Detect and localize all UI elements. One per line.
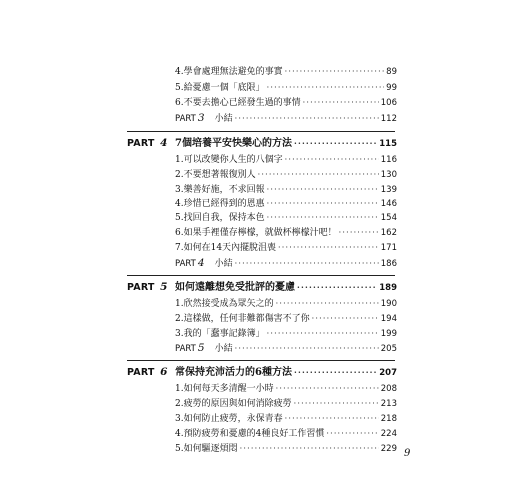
toc-entry-page: 106 [380, 98, 397, 108]
toc-entry-page: 199 [380, 329, 397, 339]
toc-entry [175, 426, 397, 441]
toc-entry-title: 1.如何每天多清醒一小時 [175, 384, 274, 394]
toc-entry-title: 1.欣然接受成為眾矢之的 [175, 299, 274, 309]
toc-entry-page: 139 [380, 185, 397, 195]
toc-entry [175, 152, 397, 167]
toc-entry-title: 6.如果手裡僅存檸檬，就做杯檸檬汁吧！ [175, 228, 337, 238]
toc-entry [175, 311, 397, 326]
part-page: 207 [379, 368, 397, 378]
toc-entry-title: 3.我的「蠢事記錄簿」 [175, 329, 265, 339]
leader-dots [240, 441, 379, 456]
leader-dots [285, 152, 379, 167]
toc-entry-page: 171 [380, 243, 397, 253]
section-divider [127, 275, 395, 276]
part-number: 6 [160, 366, 168, 378]
toc-entry-title: 5.找回自我，保持本色 [175, 213, 265, 223]
toc-entry-page: 229 [380, 444, 397, 454]
leader-dots [235, 341, 379, 356]
summary-label: 小結 [214, 114, 233, 124]
toc-entry [175, 396, 397, 411]
summary-page: 186 [380, 259, 397, 269]
toc-entry [175, 182, 397, 197]
toc-entry-title: 1.可以改變你人生的八個字 [175, 155, 283, 165]
leader-dots [285, 64, 385, 79]
toc-entry-page: 146 [380, 199, 397, 209]
toc-entry [175, 381, 397, 396]
part-number: 5 [160, 281, 168, 293]
leader-dots [303, 95, 379, 110]
toc-entry-title: 5.給憂慮一個「底限」 [175, 83, 265, 93]
leader-dots [294, 365, 377, 380]
part-heading [127, 365, 397, 380]
summary-part-number: 5 [197, 342, 205, 354]
leader-dots [285, 411, 379, 426]
toc-entry [175, 196, 397, 211]
toc-entry [175, 411, 397, 426]
toc-entry-title: 5.如何驅逐煩悶 [175, 444, 238, 454]
toc-entry-title: 2.不要想著報復別人 [175, 170, 256, 180]
toc-entry [175, 95, 397, 110]
leader-dots [258, 167, 379, 182]
toc-entry [175, 167, 397, 182]
leader-dots [276, 381, 379, 396]
toc-entry [175, 225, 397, 240]
summary-label: 小結 [214, 344, 233, 354]
toc-entry-title: 3.樂善好施，不求回報 [175, 185, 265, 195]
leader-dots [294, 136, 377, 151]
toc-entry-title: 4.學會處理無法避免的事實 [175, 67, 283, 77]
toc-entry-page: 224 [380, 429, 397, 439]
summary-label: 小結 [214, 259, 233, 269]
toc-entry [175, 326, 397, 341]
part-heading [127, 280, 397, 295]
part-label: PART 6 [127, 366, 168, 378]
leader-dots [339, 225, 379, 240]
toc-entry-title: 7.如何在14天內擺脫沮喪 [175, 243, 277, 253]
part-label: PART 4 [127, 137, 168, 149]
section-divider [127, 131, 395, 132]
leader-dots [294, 396, 379, 411]
summary-page: 112 [380, 114, 397, 124]
part-number: 4 [160, 137, 168, 149]
toc-entry-page: 213 [380, 399, 397, 409]
leader-dots [235, 111, 379, 126]
part-title: 如何遠離想免受批評的憂慮 [175, 282, 295, 293]
summary-part-number: 3 [197, 112, 205, 124]
part-label: PART 5 [127, 281, 168, 293]
toc-entry [175, 441, 397, 456]
toc-entry-page: 208 [380, 384, 397, 394]
section-divider [127, 360, 395, 361]
toc-entry [175, 64, 397, 79]
leader-dots [312, 311, 379, 326]
leader-dots [326, 426, 378, 441]
toc-entry-page: 190 [380, 299, 397, 309]
toc-entry-title: 6.不要去擔心已經發生過的事情 [175, 98, 301, 108]
summary-part-label: PART [175, 259, 196, 269]
leader-dots [278, 240, 379, 255]
page-number: 9 [404, 448, 411, 459]
part-summary [175, 111, 397, 126]
toc-entry-page: 89 [386, 67, 397, 77]
toc-entry-page: 218 [380, 414, 397, 424]
toc-entry-page: 162 [380, 228, 397, 238]
toc-entry-title: 4.預防疲勞和憂慮的4種良好工作習慣 [175, 429, 325, 439]
toc-entry-page: 130 [380, 170, 397, 180]
part-page: 189 [379, 283, 397, 293]
summary-part-label: PART [175, 114, 196, 124]
toc-entry-title: 2.這樣做，任何非難都傷害不了你 [175, 314, 310, 324]
toc-entry [175, 80, 397, 95]
summary-page: 205 [380, 344, 397, 354]
summary-part-label: PART [175, 344, 196, 354]
toc-entry [175, 296, 397, 311]
toc-entry-title: 3.如何防止疲勞，永保青春 [175, 414, 283, 424]
leader-dots [267, 326, 379, 341]
toc-entry-title: 4.珍惜已經得到的恩惠 [175, 199, 265, 209]
leader-dots [267, 210, 379, 225]
toc-entry [175, 210, 397, 225]
toc-entry [175, 240, 397, 255]
toc-entry-page: 99 [386, 83, 397, 93]
toc-entry-page: 154 [380, 213, 397, 223]
toc-entry-title: 2.疲勞的原因與如何消除疲勞 [175, 399, 292, 409]
part-title: 7個培養平安快樂心的方法 [175, 138, 292, 149]
leader-dots [267, 182, 379, 197]
toc-entry-page: 194 [380, 314, 397, 324]
leader-dots [267, 196, 379, 211]
toc-entry-page: 116 [380, 155, 397, 165]
part-heading [127, 136, 397, 151]
part-summary [175, 256, 397, 271]
part-page: 115 [379, 139, 397, 149]
leader-dots [276, 296, 379, 311]
part-summary [175, 341, 397, 356]
summary-part-number: 4 [197, 257, 205, 269]
part-title: 常保持充沛活力的6種方法 [175, 367, 292, 378]
leader-dots [235, 256, 379, 271]
leader-dots [267, 80, 385, 95]
leader-dots [297, 280, 377, 295]
